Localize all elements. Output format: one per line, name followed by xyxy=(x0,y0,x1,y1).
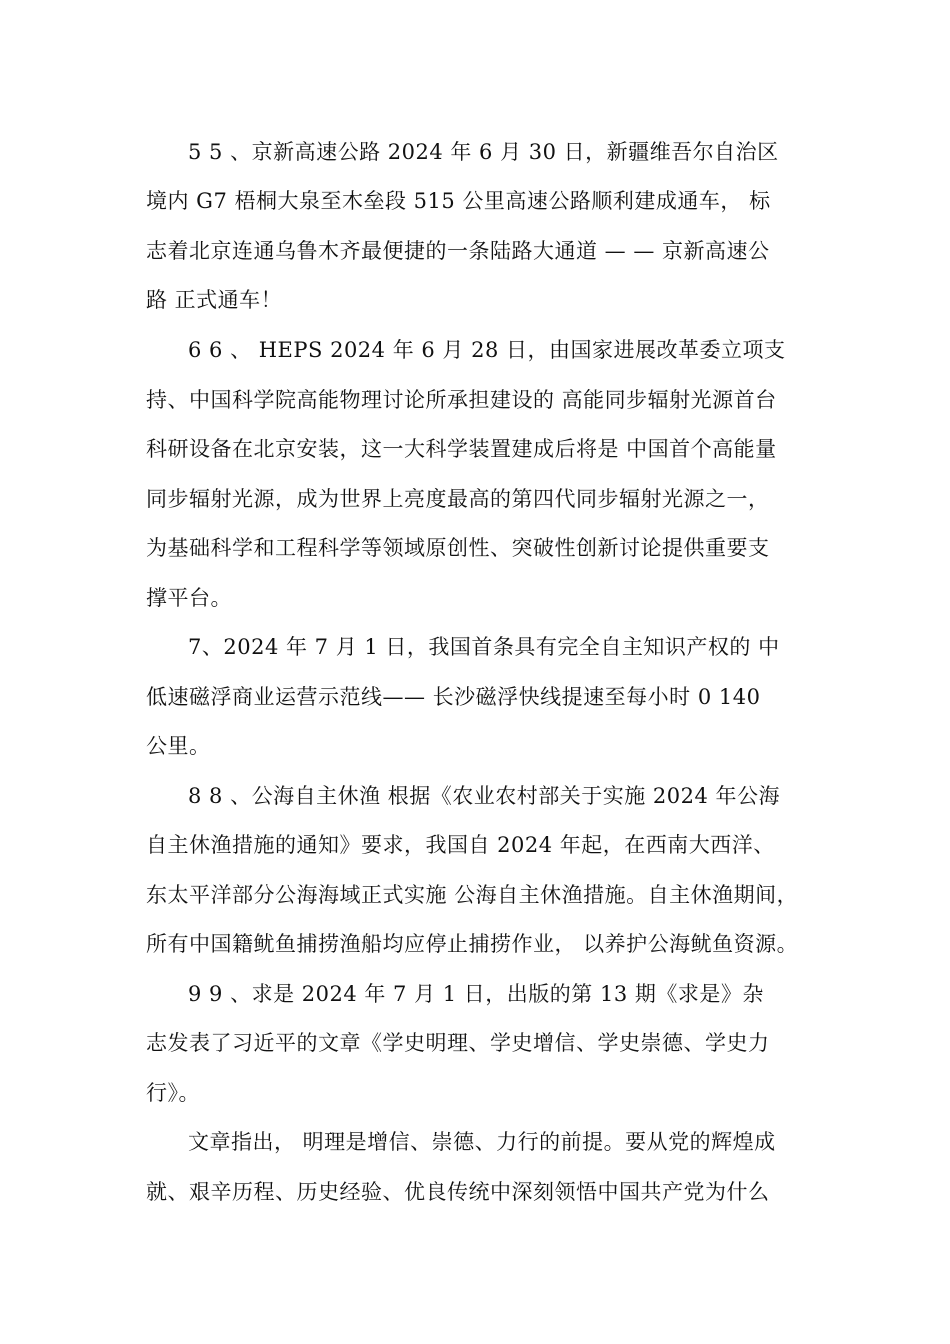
text-line: 行》。 xyxy=(146,1081,200,1105)
text-line: 自主休渔措施的通知》要求，我国自 2024 年起，在西南大西洋、 xyxy=(146,833,775,857)
text-line: 所有中国籍鱿鱼捕捞渔船均应停止捕捞作业， 以养护公海鱿鱼资源。 xyxy=(146,932,799,956)
text-line: 撑平台。 xyxy=(146,586,232,610)
text-line: 持、中国科学院高能物理讨论所承担建设的 高能同步辐射光源首台 xyxy=(146,388,777,412)
text-line: 7、2024 年 7 月 1 日，我国首条具有完全自主知识产权的 中 xyxy=(188,635,780,659)
text-line: 公里。 xyxy=(146,734,211,758)
text-line: 同步辐射光源，成为世界上亮度最高的第四代同步辐射光源之一， xyxy=(146,487,770,511)
text-line: 志发表了习近平的文章《学史明理、学史增信、学史崇德、学史力 xyxy=(146,1031,770,1055)
text-line: 就、艰辛历程、历史经验、优良传统中深刻领悟中国共产党为什么 xyxy=(146,1180,770,1204)
text-line: 为基础科学和工程科学等领域原创性、突破性创新讨论提供重要支 xyxy=(146,536,770,560)
text-line: 文章指出， 明理是增信、崇德、力行的前提。要从党的辉煌成 xyxy=(188,1130,776,1154)
text-line: 志着北京连通乌鲁木齐最便捷的一条陆路大通道 — — 京新高速公 xyxy=(146,239,770,263)
text-line: 路 正式通车！ xyxy=(146,288,283,312)
text-line: 东太平洋部分公海海域正式实施 公海自主休渔措施。自主休渔期间， xyxy=(146,883,799,907)
text-line: 5 5 、京新高速公路 2024 年 6 月 30 日，新疆维吾尔自治区 xyxy=(188,140,779,164)
text-line: 6 6 、 HEPS 2024 年 6 月 28 日，由国家进展改革委立项支 xyxy=(188,338,786,362)
text-line: 低速磁浮商业运营示范线—— 长沙磁浮快线提速至每小时 0 140 xyxy=(146,685,761,709)
text-line: 科研设备在北京安装，这一大科学装置建成后将是 中国首个高能量 xyxy=(146,437,777,461)
text-line: 8 8 、公海自主休渔 根据《农业农村部关于实施 2024 年公海 xyxy=(188,784,781,808)
text-line: 9 9 、求是 2024 年 7 月 1 日，出版的第 13 期《求是》杂 xyxy=(188,982,764,1006)
text-line: 境内 G7 梧桐大泉至木垒段 515 公里高速公路顺利建成通车， 标 xyxy=(146,189,771,213)
